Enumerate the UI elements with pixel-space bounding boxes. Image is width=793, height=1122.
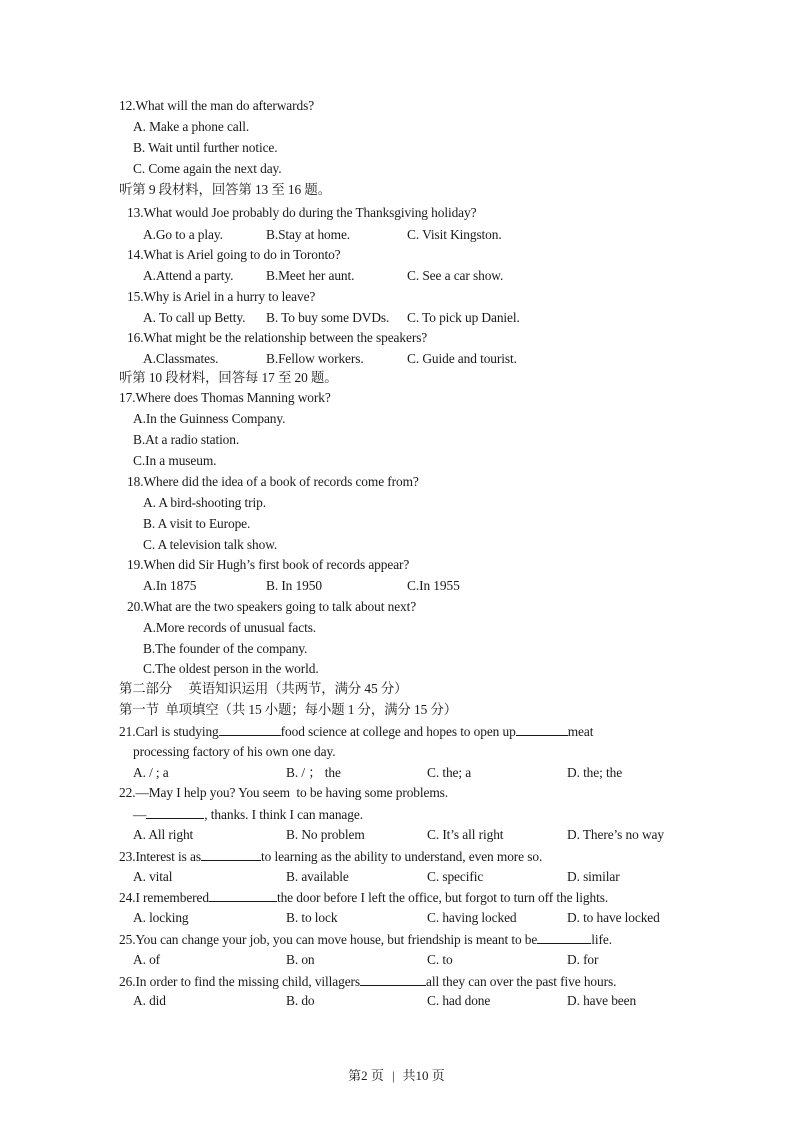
question-24-option-a: A. locking bbox=[133, 910, 189, 925]
question-18-option-c: C. A television talk show. bbox=[143, 537, 278, 552]
question-14-stem: 14.What is Ariel going to do in Toronto? bbox=[127, 247, 341, 262]
question-25-stem bbox=[119, 931, 612, 948]
question-22-dash: — bbox=[133, 807, 147, 822]
question-20-stem: 20.What are the two speakers going to talk about next? bbox=[127, 599, 417, 614]
question-14-option-a: A.Attend a party. bbox=[143, 268, 234, 283]
question-23-option-c: C. specific bbox=[427, 869, 484, 884]
question-24-option-c: C. having locked bbox=[427, 910, 517, 925]
question-13-option-b: B.Stay at home. bbox=[266, 227, 351, 242]
question-22-option-c: C. It’s all right bbox=[427, 827, 504, 842]
question-17-option-b: B.At a radio station. bbox=[133, 432, 240, 447]
question-22-option-a: A. All right bbox=[133, 827, 194, 842]
question-21-option-a: A. / ; a bbox=[133, 765, 169, 780]
question-16-option-a: A.Classmates. bbox=[143, 351, 219, 366]
question-22-option-d: D. There’s no way bbox=[567, 827, 664, 842]
question-18-option-a: A. A bird-shooting trip. bbox=[143, 495, 266, 510]
question-21-option-c: C. the; a bbox=[427, 765, 472, 780]
question-12-stem: 12.What will the man do afterwards? bbox=[119, 98, 315, 113]
question-15-option-b: B. To buy some DVDs. bbox=[266, 310, 390, 325]
question-24-stem bbox=[119, 889, 608, 906]
question-23-stem-part2: to learning as the ability to understand, even more so. bbox=[260, 849, 543, 864]
question-26-stem-part2: all they can over the past five hours. bbox=[426, 974, 617, 989]
question-19-stem: 19.When did Sir Hugh’s first book of records appear? bbox=[127, 557, 410, 572]
question-21-option-b: B. / ； the bbox=[286, 765, 341, 780]
question-23-option-a: A. vital bbox=[133, 869, 173, 884]
question-13-option-c: C. Visit Kingston. bbox=[407, 227, 502, 242]
answer-blank bbox=[146, 806, 204, 819]
question-16-stem: 16.What might be the relationship between the speakers? bbox=[127, 330, 428, 345]
question-21-stem-part1: 21.Carl is studying bbox=[119, 724, 219, 739]
answer-blank bbox=[209, 889, 277, 902]
question-25-stem-part2: life. bbox=[591, 932, 612, 947]
question-20-option-c: C.The oldest person in the world. bbox=[143, 661, 319, 676]
question-23-option-b: B. available bbox=[286, 869, 349, 884]
question-13-option-a: A.Go to a play. bbox=[143, 227, 223, 242]
question-21-stem-line2: processing factory of his own one day. bbox=[133, 744, 336, 759]
section-9-header: 听第 9 段材料，回答第 13 至 16 题。 bbox=[119, 182, 331, 197]
question-21-option-d: D. the; the bbox=[567, 765, 623, 780]
question-25-stem-part1: 25.You can change your job, you can move house, but friendship is meant to be bbox=[119, 932, 538, 947]
question-19-option-b: B. In 1950 bbox=[266, 578, 322, 593]
question-23-option-d: D. similar bbox=[567, 869, 620, 884]
question-12-option-c: C. Come again the next day. bbox=[133, 161, 282, 176]
question-23-stem-part1: 23.Interest is as bbox=[119, 849, 201, 864]
question-15-option-a: A. To call up Betty. bbox=[143, 310, 246, 325]
question-24-stem-part2: the door before I left the office, but forgot to turn off the lights. bbox=[276, 890, 609, 905]
question-15-option-c: C. To pick up Daniel. bbox=[407, 310, 520, 325]
question-26-option-a: A. did bbox=[133, 993, 166, 1008]
question-26-stem bbox=[119, 973, 616, 990]
question-25-option-b: B. on bbox=[286, 952, 315, 967]
page-footer bbox=[0, 1068, 793, 1084]
answer-blank bbox=[219, 723, 281, 736]
question-24-option-b: B. to lock bbox=[286, 910, 338, 925]
question-24-stem-part1: 24.I remembered bbox=[119, 890, 209, 905]
question-17-stem: 17.Where does Thomas Manning work? bbox=[119, 390, 331, 405]
question-21-stem bbox=[119, 723, 593, 740]
question-16-option-b: B.Fellow workers. bbox=[266, 351, 364, 366]
question-14-option-c: C. See a car show. bbox=[407, 268, 504, 283]
question-17-option-a: A.In the Guinness Company. bbox=[133, 411, 286, 426]
question-22-stem: 22.—May I help you? You seem to be having some problems. bbox=[119, 785, 449, 800]
question-24-option-d: D. to have locked bbox=[567, 910, 660, 925]
question-18-stem: 18.Where did the idea of a book of records come from? bbox=[127, 474, 419, 489]
question-21-stem-part3: meat bbox=[567, 724, 594, 739]
question-25-option-d: D. for bbox=[567, 952, 599, 967]
question-17-option-c: C.In a museum. bbox=[133, 453, 217, 468]
question-25-option-c: C. to bbox=[427, 952, 453, 967]
question-20-option-a: A.More records of unusual facts. bbox=[143, 620, 317, 635]
question-19-option-a: A.In 1875 bbox=[143, 578, 197, 593]
question-14-option-b: B.Meet her aunt. bbox=[266, 268, 355, 283]
question-18-option-b: B. A visit to Europe. bbox=[143, 516, 251, 531]
answer-blank bbox=[201, 848, 261, 861]
part-2-title: 第二部分 英语知识运用（共两节，满分 45 分） bbox=[119, 681, 408, 696]
question-13-stem: 13.What would Joe probably do during the Thanksgiving holiday? bbox=[127, 205, 477, 220]
question-26-stem-part1: 26.In order to find the missing child, villagers bbox=[119, 974, 361, 989]
question-23-stem bbox=[119, 848, 542, 865]
question-25-option-a: A. of bbox=[133, 952, 161, 967]
section-1-title: 第一节 单项填空（共 15 小题；每小题 1 分，满分 15 分） bbox=[119, 702, 458, 717]
question-12-option-b: B. Wait until further notice. bbox=[133, 140, 278, 155]
footer-separator: | bbox=[391, 1068, 395, 1083]
question-19-option-c: C.In 1955 bbox=[407, 578, 460, 593]
question-26-option-b: B. do bbox=[286, 993, 315, 1008]
question-16-option-c: C. Guide and tourist. bbox=[407, 351, 517, 366]
question-15-stem: 15.Why is Ariel in a hurry to leave? bbox=[127, 289, 316, 304]
question-22-response bbox=[133, 806, 363, 823]
question-26-option-c: C. had done bbox=[427, 993, 491, 1008]
answer-blank bbox=[516, 723, 568, 736]
question-12-option-a: A. Make a phone call. bbox=[133, 119, 250, 134]
section-10-header: 听第 10 段材料，回答每 17 至 20 题。 bbox=[119, 370, 338, 385]
answer-blank bbox=[360, 973, 426, 986]
question-20-option-b: B.The founder of the company. bbox=[143, 641, 308, 656]
question-26-option-d: D. have been bbox=[567, 993, 637, 1008]
question-22-option-b: B. No problem bbox=[286, 827, 365, 842]
page-number: 第2 页 bbox=[348, 1068, 384, 1083]
question-22-response-rest: , thanks. I think I can manage. bbox=[204, 807, 363, 822]
question-21-stem-part2: food science at college and hopes to open up bbox=[280, 724, 516, 739]
answer-blank bbox=[537, 931, 591, 944]
page-total: 共10 页 bbox=[402, 1068, 445, 1083]
